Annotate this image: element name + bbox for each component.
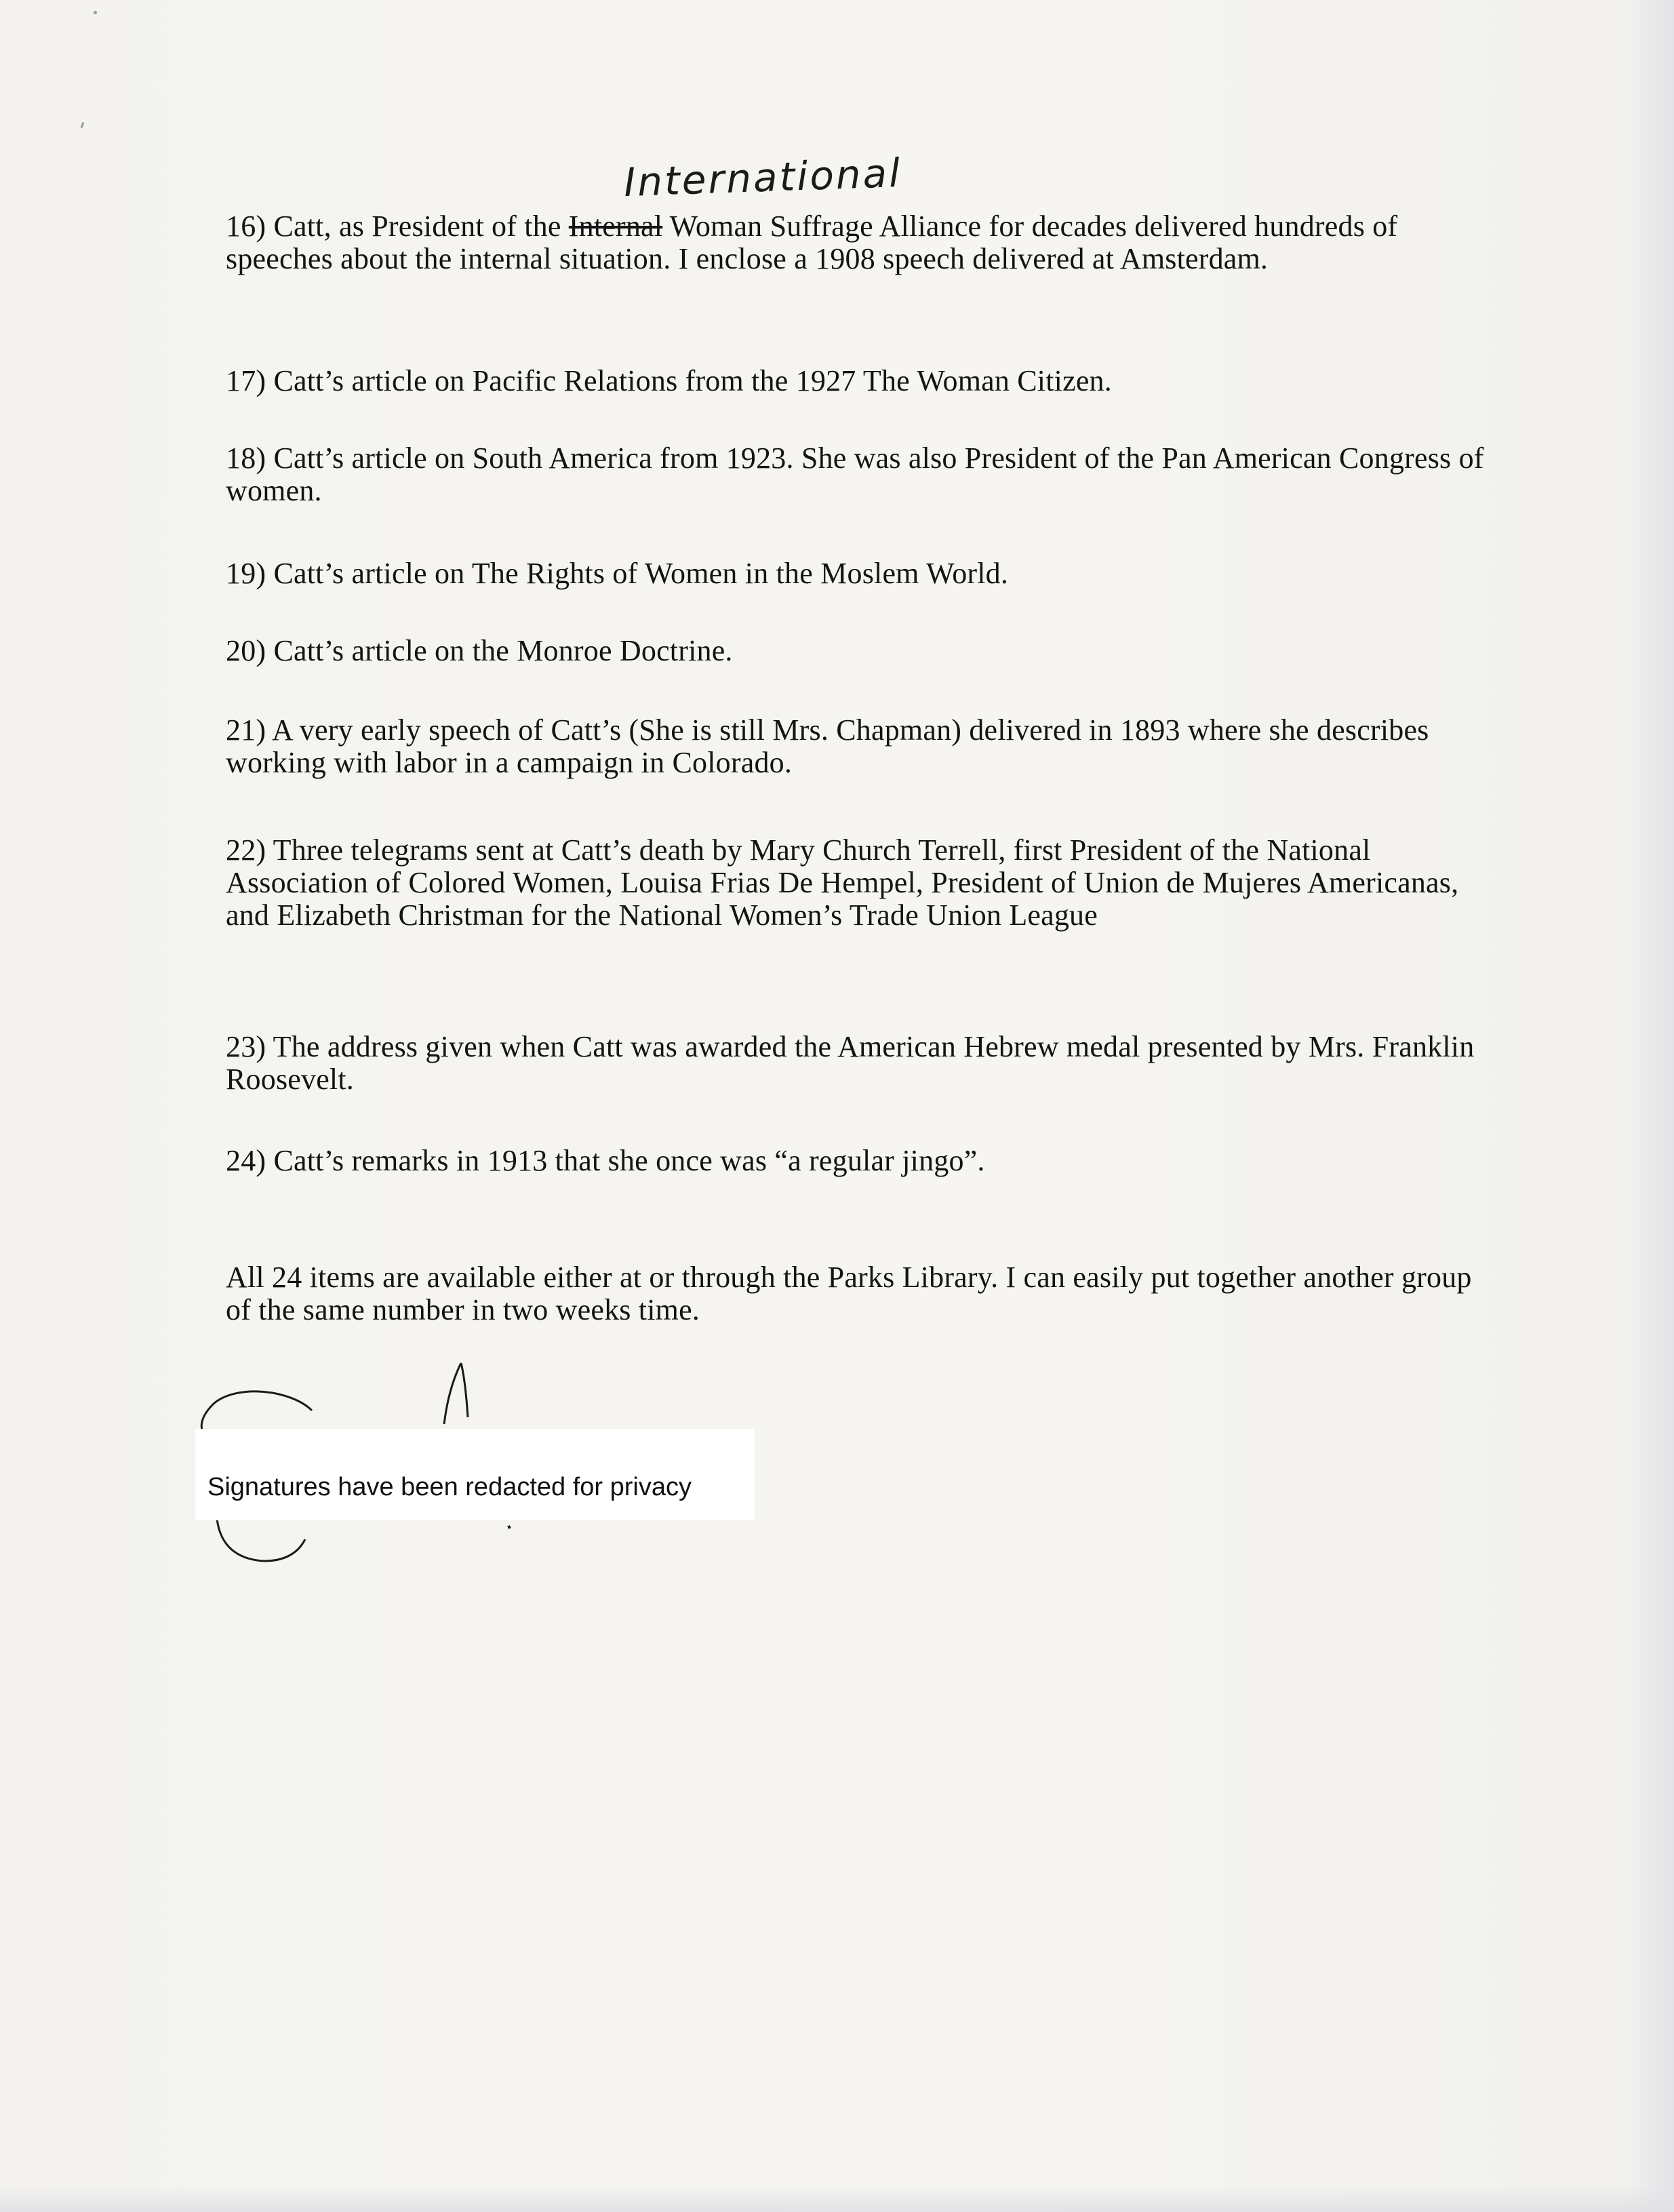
list-item-19: 19) Catt’s article on The Rights of Women in the Moslem World. — [226, 557, 1009, 590]
scan-speck — [94, 11, 97, 14]
item-16-prefix: 16) Catt, as President of the — [226, 210, 569, 243]
list-item-21: 21) A very early speech of Catt’s (She is still Mrs. Chapman) delivered in 1893 where she describes working with labor in a campaign in Colorado. — [226, 713, 1429, 779]
closing-paragraph: All 24 items are available either at or through the Parks Library. I can easily put together another group of the same number in two weeks time. — [226, 1261, 1472, 1326]
list-item-16 — [226, 210, 1487, 275]
page-edge-shadow — [1627, 0, 1674, 2212]
list-item-20: 20) Catt’s article on the Monroe Doctrine. — [226, 634, 733, 667]
handwritten-correction: International — [622, 149, 903, 206]
scan-speck — [81, 122, 85, 128]
list-item-24: 24) Catt’s remarks in 1913 that she once was “a regular jingo”. — [226, 1144, 985, 1177]
struck-word: Internal — [568, 210, 663, 243]
list-item-17: 17) Catt’s article on Pacific Relations from the 1927 The Woman Citizen. — [226, 364, 1112, 397]
redaction-notice: Signatures have been redacted for privacy — [207, 1473, 692, 1501]
list-item-22: 22) Three telegrams sent at Catt’s death by Mary Church Terrell, first President of the National Association of Colored Women, Louisa Frias De Hempel, President of Union de Mujeres Americanas, and Elizabeth Christman for the National Women’s Trade Union League — [226, 833, 1459, 932]
list-item-23: 23) The address given when Catt was awarded the American Hebrew medal presented by Mrs. Franklin Roosevelt. — [226, 1030, 1475, 1096]
list-item-18: 18) Catt’s article on South America from 1923. She was also President of the Pan American Congress of women. — [226, 441, 1484, 507]
item-16-suffix: Woman Suffrage Alliance for decades delivered hundreds of speeches about the internal situation. I enclose a 1908 speech delivered at Amsterdam. — [226, 210, 1398, 275]
page-bottom-shadow — [0, 2185, 1674, 2212]
